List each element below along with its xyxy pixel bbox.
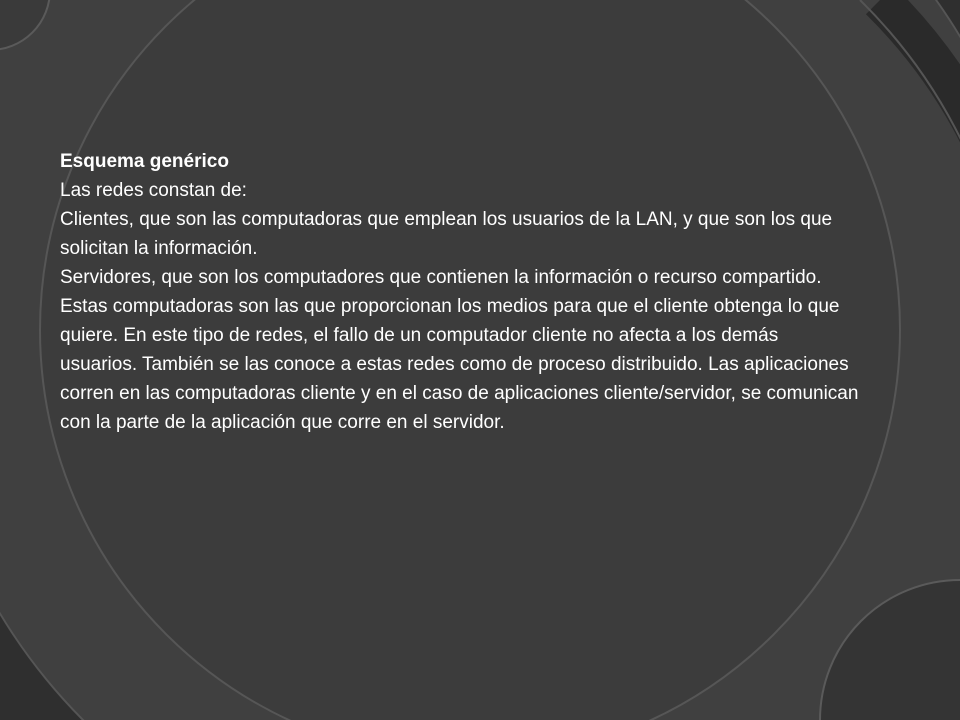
- slide-heading: Esquema genérico: [60, 151, 229, 172]
- paragraph-servers: Servidores, que son los computadores que contienen la información o recurso compartido. Estas computadoras son las que proporcionan los medios para que el cliente obtenga lo que quiere. En este tipo de redes, el fallo de un computador cliente no afecta a los demás usuarios. También se las conoce a estas redes como de proceso distribuido. Las aplicaciones corren en las computadoras cliente y en el caso de aplicaciones cliente/servidor, se comunican con la parte de la aplicación que corre en el servidor.: [60, 267, 859, 433]
- paragraph-intro: Las redes constan de:: [60, 180, 247, 201]
- slide-body: [60, 147, 860, 437]
- paragraph-clients: Clientes, que son las computadoras que emplean los usuarios de la LAN, y que son los que solicitan la información.: [60, 209, 833, 259]
